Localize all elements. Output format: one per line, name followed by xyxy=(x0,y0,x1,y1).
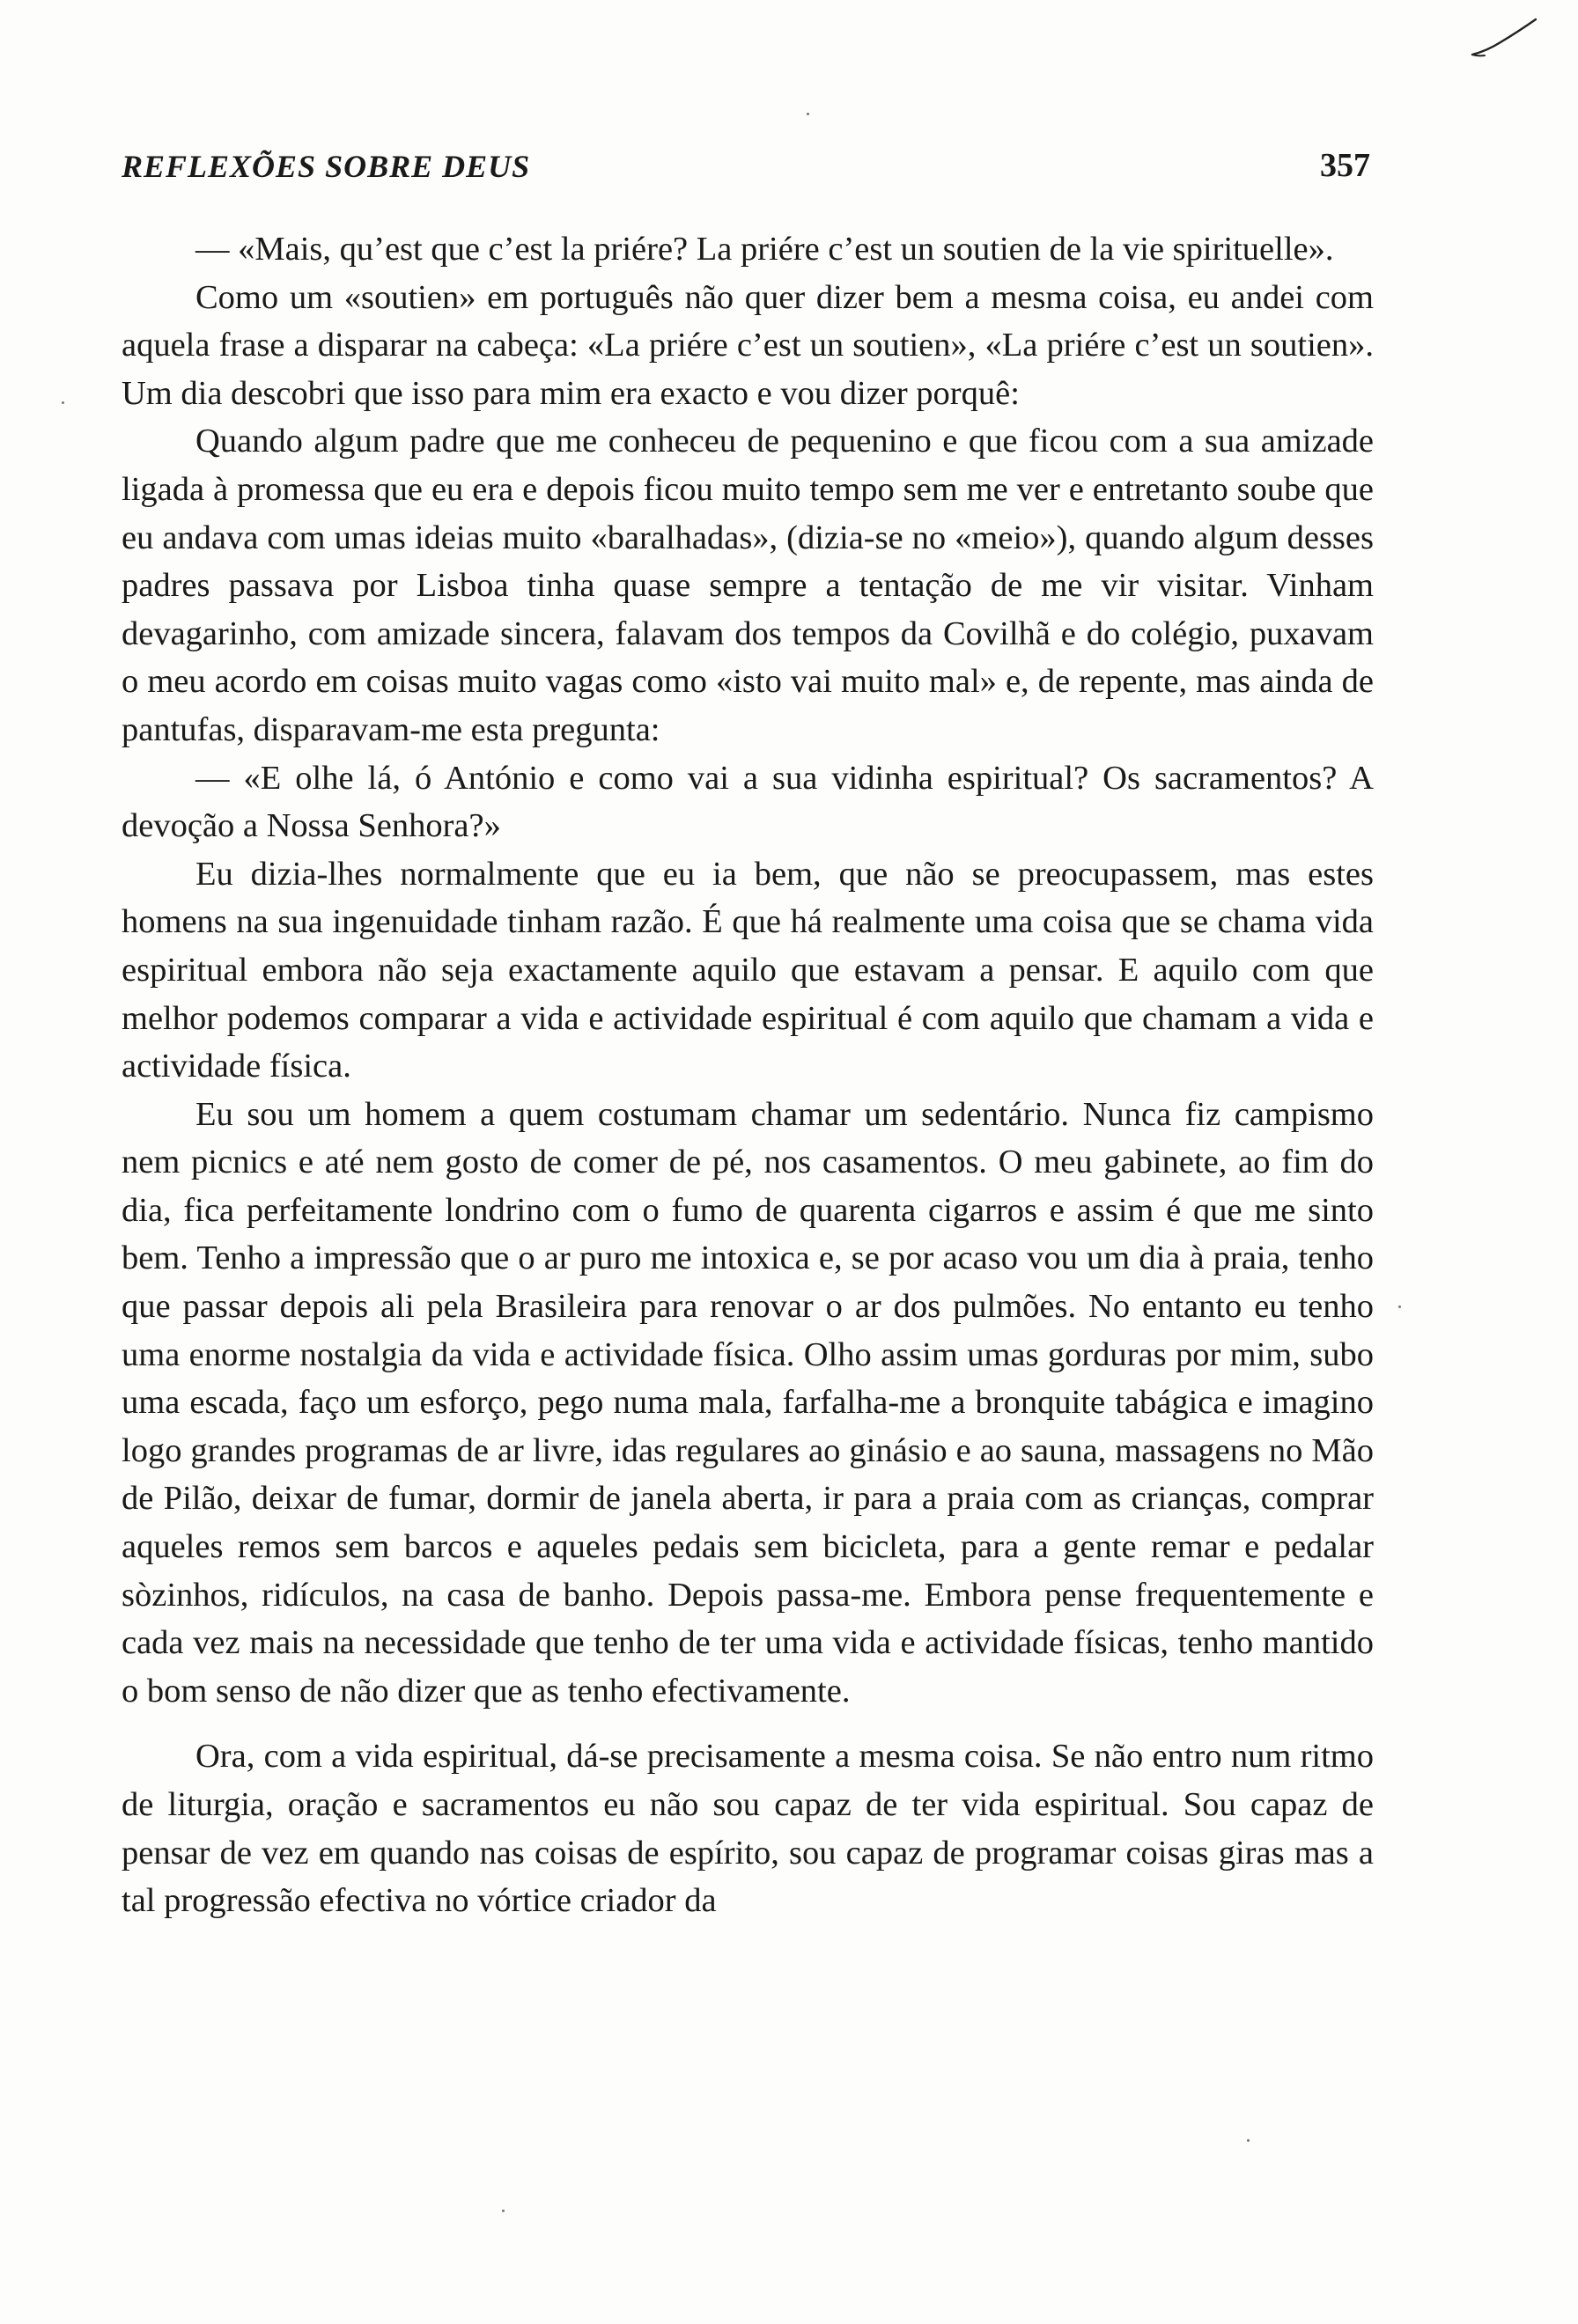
scan-speck xyxy=(62,401,64,404)
scan-speck xyxy=(1398,1305,1401,1308)
paragraph: Eu dizia-lhes normalmente que eu ia bem, que não se preocupassem, mas estes homens na sua ingenuidade tinham razão. É que há realmente uma coisa que se chama vida espiritual embora não seja exactamente aquilo que estavam a pensar. E aquilo com que melhor podemos comparar a vida e actividade espiritual é com aquilo que chamam a vida e actividade física. xyxy=(122,855,1374,1085)
paragraph: — «Mais, qu’est que c’est la priére? La priére c’est un soutien de la vie spirituelle». xyxy=(195,231,1334,268)
scan-speck xyxy=(1247,2139,1250,2142)
scan-speck xyxy=(807,113,809,115)
paragraph: Ora, com a vida espiritual, dá-se precisamente a mesma coisa. Se não entro num ritmo de liturgia, oração e sacramentos eu não sou capaz de ter vida espiritual. Sou capaz de pensar de vez em quando nas coisas de espírito, sou capaz de programar coisas giras mas a tal progressão efectiva no vórtice criador da xyxy=(122,1738,1374,1920)
paragraph: Eu sou um homem a quem costumam chamar um sedentário. Nunca fiz campismo nem picnics e até nem gosto de comer de pé, nos casamentos. O meu gabinete, ao fim do dia, fica perfeitamente londrino com o fumo de quarenta cigarros e assim é que me sinto bem. Tenho a impressão que o ar puro me intoxica e, se por acaso vou um dia à praia, tenho que passar depois ali pela Brasileira para renovar o ar dos pulmões. No entanto eu tenho uma enorme nostalgia da vida e actividade física. Olho assim umas gorduras por mim, subo uma escada, faço um esforço, pego numa mala, farfalha-me a bronquite tabágica e imagino logo grandes programas de ar livre, idas regulares ao ginásio e ao sauna, massagens no Mão de Pilão, deixar de fumar, dormir de janela aberta, ir para a praia com as crianças, comprar aqueles remos sem barcos e aqueles pedais sem bicicleta, para a gente remar e pedalar sòzinhos, ridículos, na casa de banho. Depois passa-me. Embora pense frequentemente e cada vez mais na necessidade que tenho de ter uma vida e actividade físicas, tenho mantido o bom senso de não dizer que as tenho efectivamente. xyxy=(122,1095,1374,1710)
body-text xyxy=(122,225,1374,1925)
paragraph: Como um «soutien» em português não quer dizer bem a mesma coisa, eu andei com aquela frase a disparar na cabeça: «La priére c’est un soutien», «La priére c’est un soutien». Um dia descobri que isso para mim era exacto e vou dizer porquê: xyxy=(122,278,1374,412)
pen-mark xyxy=(1469,16,1539,60)
running-title: REFLEXÕES SOBRE DEUS xyxy=(122,149,531,184)
paragraph: — «E olhe lá, ó António e como vai a sua vidinha espiritual? Os sacramentos? A devoção a Nossa Senhora?» xyxy=(122,759,1374,845)
paragraph: Quando algum padre que me conheceu de pequenino e que ficou com a sua amizade ligada à promessa que eu era e depois ficou muito tempo sem me ver e entretanto soube que eu andava com umas ideias muito «baralhadas», (dizia-se no «meio»), quando algum desses padres passava por Lisboa tinha quase sempre a tentação de me vir visitar. Vinham devagarinho, com amizade sincera, falavam dos tempos da Covilhã e do colégio, puxavam o meu acordo em coisas muito vagas como «isto vai muito mal» e, de repente, mas ainda de pantufas, disparavam-me esta pregunta: xyxy=(122,423,1374,748)
page-number: 357 xyxy=(1320,147,1370,184)
scan-speck xyxy=(502,2210,505,2212)
